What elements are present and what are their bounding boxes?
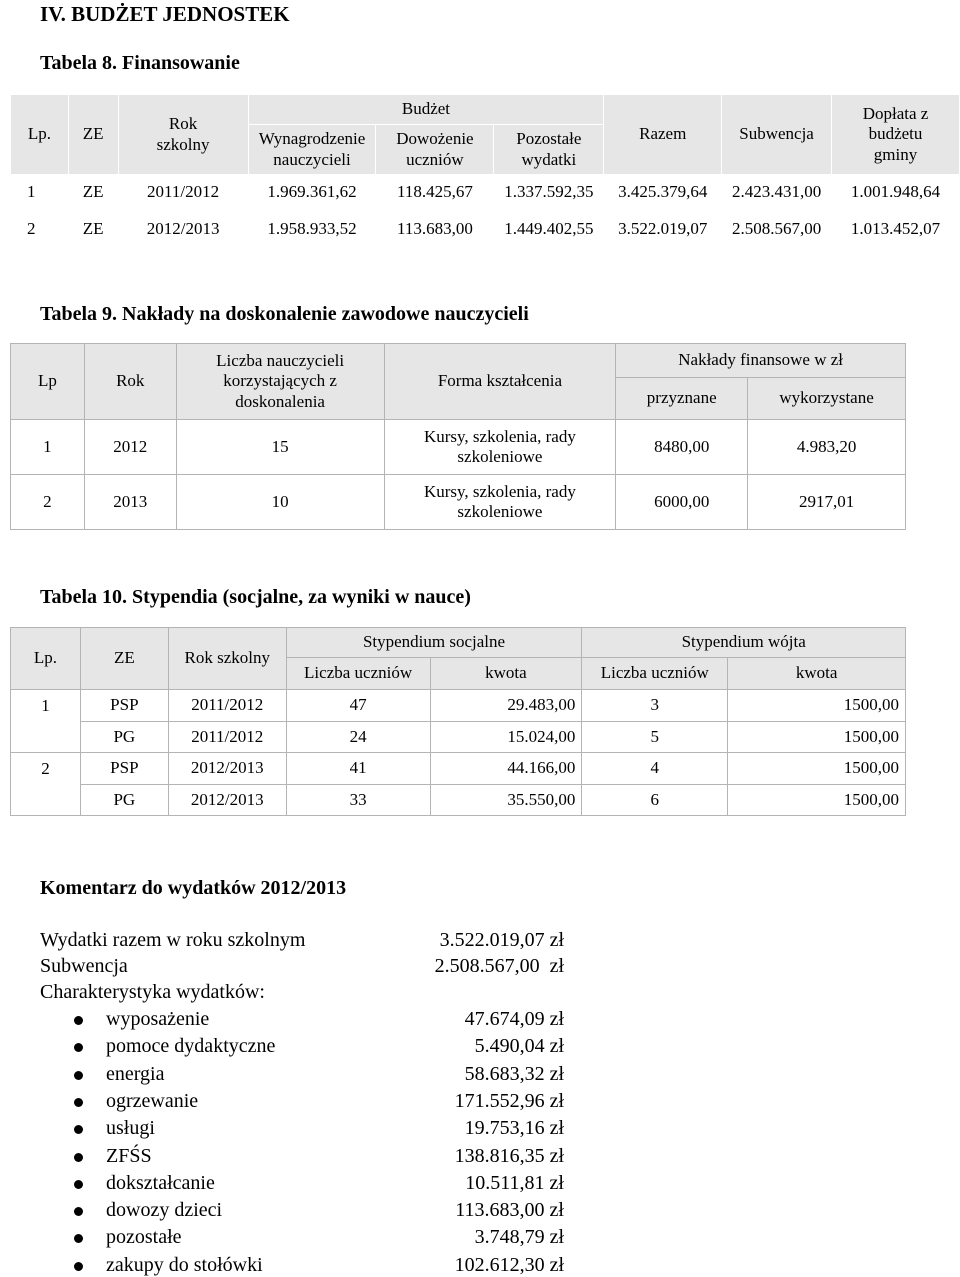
cell: 118.425,67 [376,175,494,211]
header-pozostale: Pozostałe wydatki [494,125,604,175]
cell: 1.013.452,07 [832,211,960,249]
cell: 2.508.567,00 [722,211,832,249]
table-row [11,420,906,475]
expense-value: 138.816,35 zł [454,1144,564,1167]
table8-finansowanie [10,94,960,249]
bullet-icon [74,1262,83,1271]
comment-title: Komentarz do wydatków 2012/2013 [40,877,347,899]
table-row [11,785,906,816]
table-row [11,175,960,211]
cell: 2013 [84,475,176,530]
cell: 44.166,00 [430,753,582,785]
cell: 1 [11,175,69,211]
cell: 35.550,00 [430,785,582,816]
header-wykorzystane: wykorzystane [748,378,906,420]
bullet-icon [74,1153,83,1162]
table-row [11,211,960,249]
cell: 1.958.933,52 [248,211,376,249]
wydatki-value: 3.522.019,07 zł [439,929,564,951]
header-doplata: Dopłata z budżetu gminy [832,95,960,175]
cell: 1.449.402,55 [494,211,604,249]
table10-title: Tabela 10. Stypendia (socjalne, za wyniki w nauce) [40,586,471,608]
header-rok: Rok szkolny [118,95,248,175]
expense-label: wyposażenie [106,1008,210,1030]
cell: 29.483,00 [430,690,582,722]
expense-value: 5.490,04 zł [474,1035,564,1058]
cell: 1500,00 [728,785,906,816]
header-przyznane: przyznane [616,378,748,420]
table9-title: Tabela 9. Nakłady na doskonalenie zawodowe nauczycieli [40,303,529,325]
cell-lp: 1 [11,690,81,753]
bullet-icon [74,1098,83,1107]
cell: 2012/2013 [168,785,286,816]
header-liczba-socjalne: Liczba uczniów [286,658,430,690]
table8-title: Tabela 8. Finansowanie [40,52,240,74]
expense-label: pomoce dydaktyczne [106,1035,276,1058]
bullet-icon [74,1043,83,1052]
table-row [11,690,906,722]
header-subwencja: Subwencja [722,95,832,175]
wydatki-label: Wydatki razem w roku szkolnym [40,929,306,951]
bullet-icon [74,1234,83,1243]
cell: 3.522.019,07 [604,211,722,249]
table-row [11,753,906,785]
header-liczba: Liczba nauczycieli korzystających z doskonalenia [176,344,384,420]
expense-value: 58.683,32 zł [464,1062,564,1085]
cell: PSP [80,690,168,722]
expense-value: 102.612,30 zł [454,1253,564,1276]
header-lp: Lp [11,344,85,420]
cell: PG [80,785,168,816]
cell: 2012/2013 [168,753,286,785]
cell: 3.425.379,64 [604,175,722,211]
cell: 113.683,00 [376,211,494,249]
expense-value: 10.511,81 zł [465,1171,564,1194]
bullet-icon [74,1016,83,1025]
cell-lp: 2 [11,753,81,816]
cell: 6 [582,785,728,816]
cell: ZE [68,175,118,211]
subwencja-value: 2.508.567,00 zł [434,955,564,977]
cell: 2011/2012 [168,722,286,753]
header-ze: ZE [68,95,118,175]
expense-value: 47.674,09 zł [464,1008,564,1030]
header-kwota-socjalne: kwota [430,658,582,690]
expense-label: dokształcanie [106,1171,215,1194]
table-row [11,722,906,753]
bullet-icon [74,1180,83,1189]
header-socjalne: Stypendium socjalne [286,628,582,658]
expense-label: pozostałe [106,1226,182,1249]
bullet-icon [74,1125,83,1134]
cell: PG [80,722,168,753]
cell: PSP [80,753,168,785]
header-ze: ZE [80,628,168,690]
cell: 2917,01 [748,475,906,530]
header-wynagrodzenie: Wynagrodzenie nauczycieli [248,125,376,175]
header-budzet: Budżet [248,95,604,125]
cell: 15.024,00 [430,722,582,753]
header-dowozenie: Dowożenie uczniów [376,125,494,175]
cell: 6000,00 [616,475,748,530]
cell: 41 [286,753,430,785]
header-rok: Rok [84,344,176,420]
cell: 4.983,20 [748,420,906,475]
cell: 10 [176,475,384,530]
expense-value: 3.748,79 zł [474,1226,564,1249]
cell: 1.969.361,62 [248,175,376,211]
cell: 1.001.948,64 [832,175,960,211]
table10-stypendia [10,627,906,816]
cell: 33 [286,785,430,816]
expense-label: ZFŚS [106,1144,152,1167]
cell: 2 [11,211,69,249]
section-title: IV. BUDŻET JEDNOSTEK [40,2,290,26]
cell: 47 [286,690,430,722]
cell: 2012/2013 [118,211,248,249]
bullet-icon [74,1207,83,1216]
expense-label: zakupy do stołówki [106,1253,263,1276]
table9-doskonalenie [10,343,906,530]
header-lp: Lp. [11,628,81,690]
cell: 24 [286,722,430,753]
expense-value: 19.753,16 zł [464,1117,564,1140]
cell: 2.423.431,00 [722,175,832,211]
header-lp: Lp. [11,95,69,175]
header-liczba-wojta: Liczba uczniów [582,658,728,690]
expense-value: 113.683,00 zł [455,1199,564,1222]
cell: 2011/2012 [118,175,248,211]
expense-label: usługi [106,1117,155,1140]
cell: ZE [68,211,118,249]
expense-label: energia [106,1062,165,1085]
cell: 2011/2012 [168,690,286,722]
cell: 5 [582,722,728,753]
cell: Kursy, szkolenia, rady szkoleniowe [384,475,616,530]
header-rok: Rok szkolny [168,628,286,690]
table-row [11,475,906,530]
header-kwota-wojta: kwota [728,658,906,690]
cell: 1500,00 [728,722,906,753]
expense-label: dowozy dzieci [106,1199,223,1222]
cell: 2012 [84,420,176,475]
charakterystyka-label: Charakterystyka wydatków: [40,981,265,1003]
cell: 1500,00 [728,690,906,722]
cell: Kursy, szkolenia, rady szkoleniowe [384,420,616,475]
bullet-icon [74,1071,83,1080]
cell: 1 [11,420,85,475]
cell: 2 [11,475,85,530]
header-wojta: Stypendium wójta [582,628,906,658]
cell: 8480,00 [616,420,748,475]
expense-value: 171.552,96 zł [454,1089,564,1112]
header-naklady: Nakłady finansowe w zł [616,344,906,378]
cell: 15 [176,420,384,475]
cell: 4 [582,753,728,785]
cell: 3 [582,690,728,722]
cell: 1500,00 [728,753,906,785]
subwencja-label: Subwencja [40,955,128,977]
expense-label: ogrzewanie [106,1089,199,1112]
header-forma: Forma kształcenia [384,344,616,420]
cell: 1.337.592,35 [494,175,604,211]
header-razem: Razem [604,95,722,175]
